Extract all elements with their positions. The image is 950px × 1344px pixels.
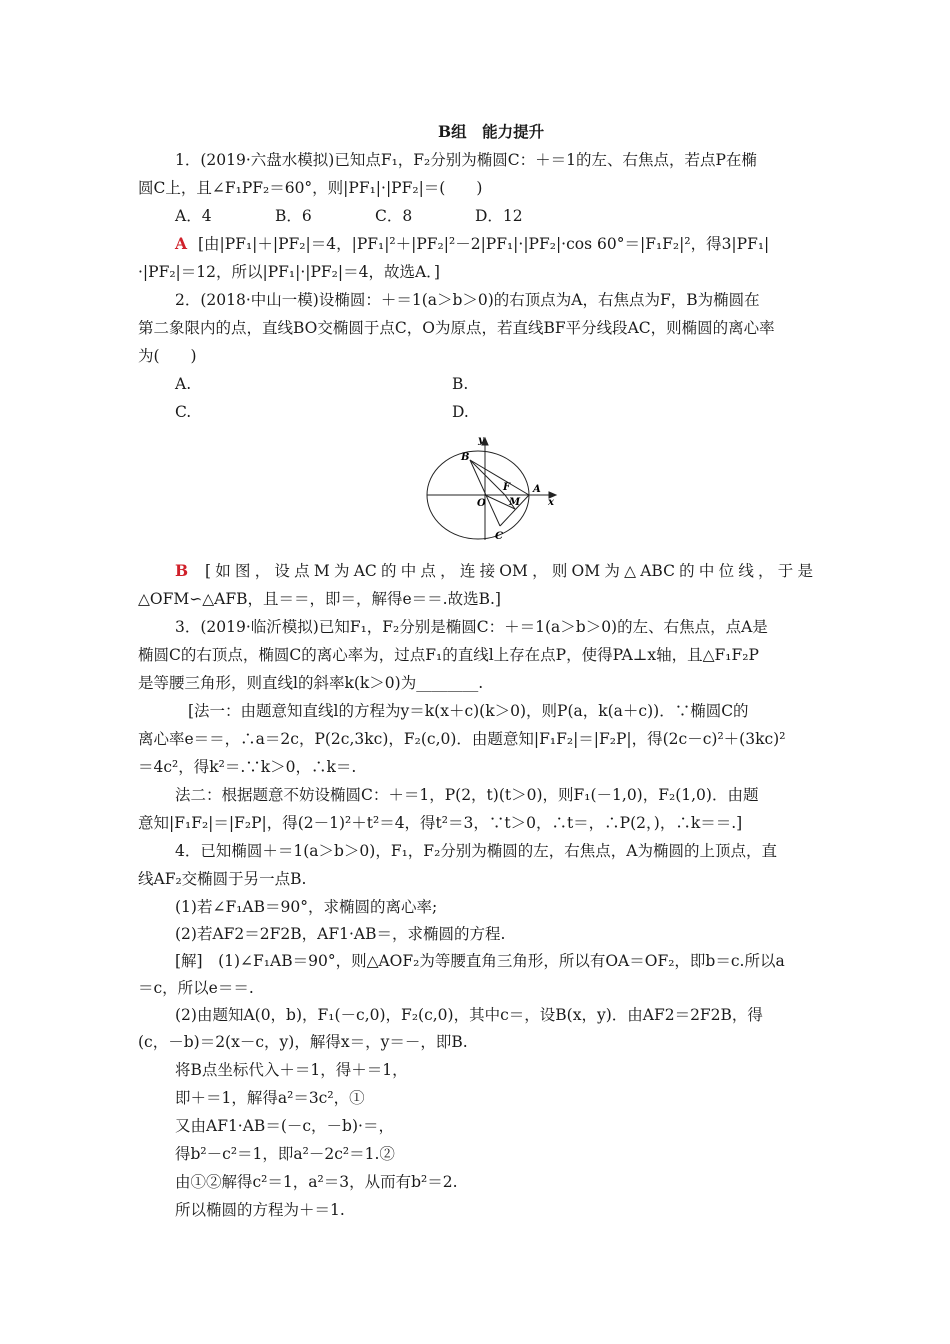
- q2-stem-line3: 为( ): [138, 347, 197, 365]
- label-x: x: [548, 497, 554, 508]
- q4-solution-line7: 又由AF1·AB＝(－c，－b)·＝，: [175, 1117, 394, 1135]
- q2-answer-letter: B: [175, 561, 189, 580]
- q4-solution-line5: 将B点坐标代入＋＝1，得＋＝1，: [175, 1061, 408, 1079]
- q1-option-b: B．6: [275, 207, 312, 225]
- q3-stem-line1: 3．(2019·临沂模拟)已知F₁，F₂分别是椭圆C：＋＝1(a＞b＞0)的左、右焦点，点A是: [175, 618, 768, 636]
- q3-solution-line5: 意知|F₁F₂|＝|F₂P|，得(2－1)²＋t²＝4，得t²＝3，∵t＞0，∴t＝，∴P(2，)，∴k＝＝.]: [138, 814, 743, 832]
- q2-solution-line1: [如图，设点M为AC的中点，连接OM，则OM为△ABC的中位线，于是: [205, 562, 813, 580]
- q3-solution-line1: [法一：由题意知直线l的方程为y＝k(x＋c)(k＞0)，则P(a，k(a＋c))．∵椭圆C的: [188, 702, 749, 720]
- q4-solution-line9: 由①②解得c²＝1，a²＝3，从而有b²＝2.: [175, 1173, 458, 1191]
- q1-solution-line2: ·|PF₂|＝12，所以|PF₁|·|PF₂|＝4，故选A．]: [138, 263, 440, 281]
- q3-stem-line2: 椭圆C的右顶点，椭圆C的离心率为，过点F₁的直线l上存在点P，使得PA⊥x轴，且△F₁F₂P: [138, 646, 759, 664]
- label-O: O: [477, 498, 486, 509]
- q2-option-a: A.: [175, 375, 192, 393]
- q1-solution-line1: [由|PF₁|＋|PF₂|＝4，|PF₁|²＋|PF₂|²－2|PF₁|·|PF₂|·cos 60°＝|F₁F₂|²，得3|PF₁|: [198, 235, 770, 253]
- label-A: A: [533, 484, 541, 495]
- q1-stem-line2: 圆C上，且∠F₁PF₂＝60°，则|PF₁|·|PF₂|＝( ): [138, 179, 483, 197]
- label-y: y: [478, 435, 484, 446]
- label-F: F: [503, 482, 511, 493]
- q4-stem-line1: 4．已知椭圆＋＝1(a＞b＞0)，F₁，F₂分别为椭圆的左，右焦点，A为椭圆的上顶点，直: [175, 842, 777, 860]
- q2-option-d: D.: [452, 403, 469, 421]
- q2-solution-line2: △OFM∽△AFB，且＝＝，即＝，解得e＝＝.故选B.]: [138, 590, 501, 608]
- q1-option-a: A．4: [175, 207, 212, 225]
- section-title: B组 能力提升: [438, 122, 545, 141]
- q4-solution-line4: (c，－b)＝2(x－c，y)，解得x＝，y＝－，即B.: [138, 1033, 468, 1051]
- label-C: C: [495, 531, 503, 542]
- label-M: M: [509, 497, 521, 508]
- q1-option-d: D．12: [475, 207, 523, 225]
- q4-solution-line2: ＝c，所以e＝＝.: [138, 979, 254, 997]
- q2-stem-line2: 第二象限内的点，直线BO交椭圆于点C，O为原点，若直线BF平分线段AC，则椭圆的离心率: [138, 319, 775, 337]
- q2-option-c: C.: [175, 403, 192, 421]
- q4-solution-line10: 所以椭圆的方程为＋＝1.: [175, 1201, 345, 1219]
- q4-solution-line1: [解] (1)∠F₁AB＝90°，则△AOF₂为等腰直角三角形，所以有OA＝OF₂，即b＝c.所以a: [175, 952, 785, 970]
- q3-solution-line4: 法二：根据题意不妨设椭圆C：＋＝1，P(2，t)(t＞0)，则F₁(－1,0)，F₂(1,0)．由题: [175, 786, 759, 804]
- q3-stem-line3: 是等腰三角形，则直线l的斜率k(k＞0)为________.: [138, 674, 484, 692]
- q4-solution-line3: (2)由题知A(0，b)，F₁(－c,0)，F₂(c,0)，其中c＝，设B(x，y)．由AF2＝2F2B，得: [175, 1006, 763, 1024]
- q1-option-c: C．8: [375, 207, 413, 225]
- q3-solution-line2: 离心率e＝＝，∴a＝2c，P(2c,3kc)，F₂(c,0)．由题意知|F₁F₂|＝|F₂P|，得(2c－c)²＋(3kc)²: [138, 730, 786, 748]
- q1-answer-letter: A: [175, 234, 188, 253]
- label-B: B: [461, 452, 470, 463]
- ellipse-figure: [425, 432, 560, 544]
- q1-stem-line1: 1．(2019·六盘水模拟)已知点F₁，F₂分别为椭圆C：＋＝1的左、右焦点，若点P在椭: [175, 151, 757, 169]
- q4-solution-line6: 即＋＝1，解得a²＝3c²，①: [175, 1089, 365, 1107]
- q3-solution-line3: ＝4c²，得k²＝.∵k＞0，∴k＝.: [138, 758, 357, 776]
- q4-part2: (2)若AF2＝2F2B，AF1·AB＝，求椭圆的方程.: [175, 925, 506, 943]
- q2-option-b: B.: [452, 375, 469, 393]
- q4-solution-line8: 得b²－c²＝1，即a²－2c²＝1.②: [175, 1145, 395, 1163]
- q4-part1: (1)若∠F₁AB＝90°，求椭圆的离心率;: [175, 898, 438, 916]
- q2-stem-line1: 2．(2018·中山一模)设椭圆：＋＝1(a＞b＞0)的右顶点为A，右焦点为F，B为椭圆在: [175, 291, 760, 309]
- q4-stem-line2: 线AF₂交椭圆于另一点B.: [138, 870, 307, 888]
